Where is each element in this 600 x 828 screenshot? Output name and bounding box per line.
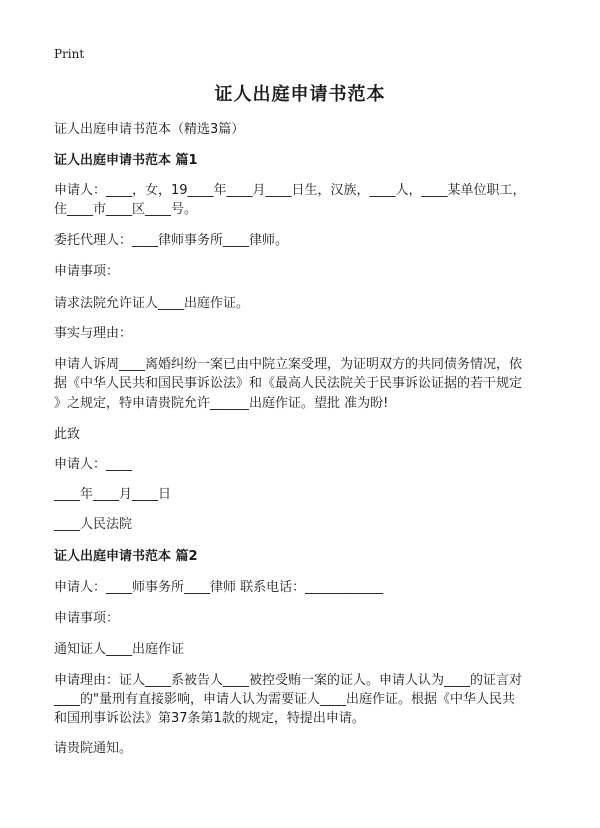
section1-matter: 请求法院允许证人____出庭作证。 — [54, 296, 250, 311]
section2-matter-label: 申请事项： — [54, 611, 120, 626]
section1-applicant-line1: 申请人：____，女，19____年____月____日生，汉族，____人，____某单位职工， — [54, 183, 526, 198]
section1-agent: 委托代理人：____律师事务所____律师。 — [54, 233, 289, 248]
section1-signature: 申请人：____ — [54, 457, 133, 472]
section1-reason-label: 事实与理由： — [54, 326, 133, 341]
section1-heading: 证人出庭申请书范本 篇1 — [54, 153, 198, 168]
section2-reason-line3: 和国刑事诉讼法》第37条第1款的规定，特提出申请。 — [54, 711, 365, 726]
section2-closing: 请贵院通知。 — [54, 741, 133, 756]
section1-court: ____人民法院 — [54, 517, 133, 532]
section1-reason-line3: 》之规定，特申请贵院允许______出庭作证。望批 准为盼! — [54, 396, 389, 411]
section2-reason-line1: 申请理由：证人____系被告人____被控受贿一案的证人。申请人认为____的证言对 — [54, 673, 523, 688]
section1-salute: 此致 — [54, 427, 81, 442]
section1-reason-line1: 申请人诉周____离婚纠纷一案已由中院立案受理，为证明双方的共同债务情况，依 — [54, 357, 523, 372]
page-title: 证人出庭申请书范本 — [214, 84, 386, 105]
section2-matter: 通知证人____出庭作证 — [54, 642, 185, 657]
section1-reason-line2: 据《中华人民共和国民事诉讼法》和《最高人民法院关于民事诉讼证据的若干规定 — [54, 376, 523, 391]
section1-matter-label: 申请事项： — [54, 264, 120, 279]
section2-heading: 证人出庭申请书范本 篇2 — [54, 549, 198, 564]
section1-date: ____年____月____日 — [54, 487, 172, 502]
section2-reason-line2: ____的"量刑有直接影响，申请人认为需要证人____出庭作证。根据《中华人民共 — [54, 692, 515, 707]
print-label: Print — [54, 47, 85, 61]
section2-applicant: 申请人：____师事务所____律师 联系电话：____________ — [54, 580, 384, 595]
section1-applicant-line2: 住____市____区____号。 — [54, 202, 198, 217]
subtitle: 证人出庭申请书范本（精选3篇） — [54, 122, 245, 137]
